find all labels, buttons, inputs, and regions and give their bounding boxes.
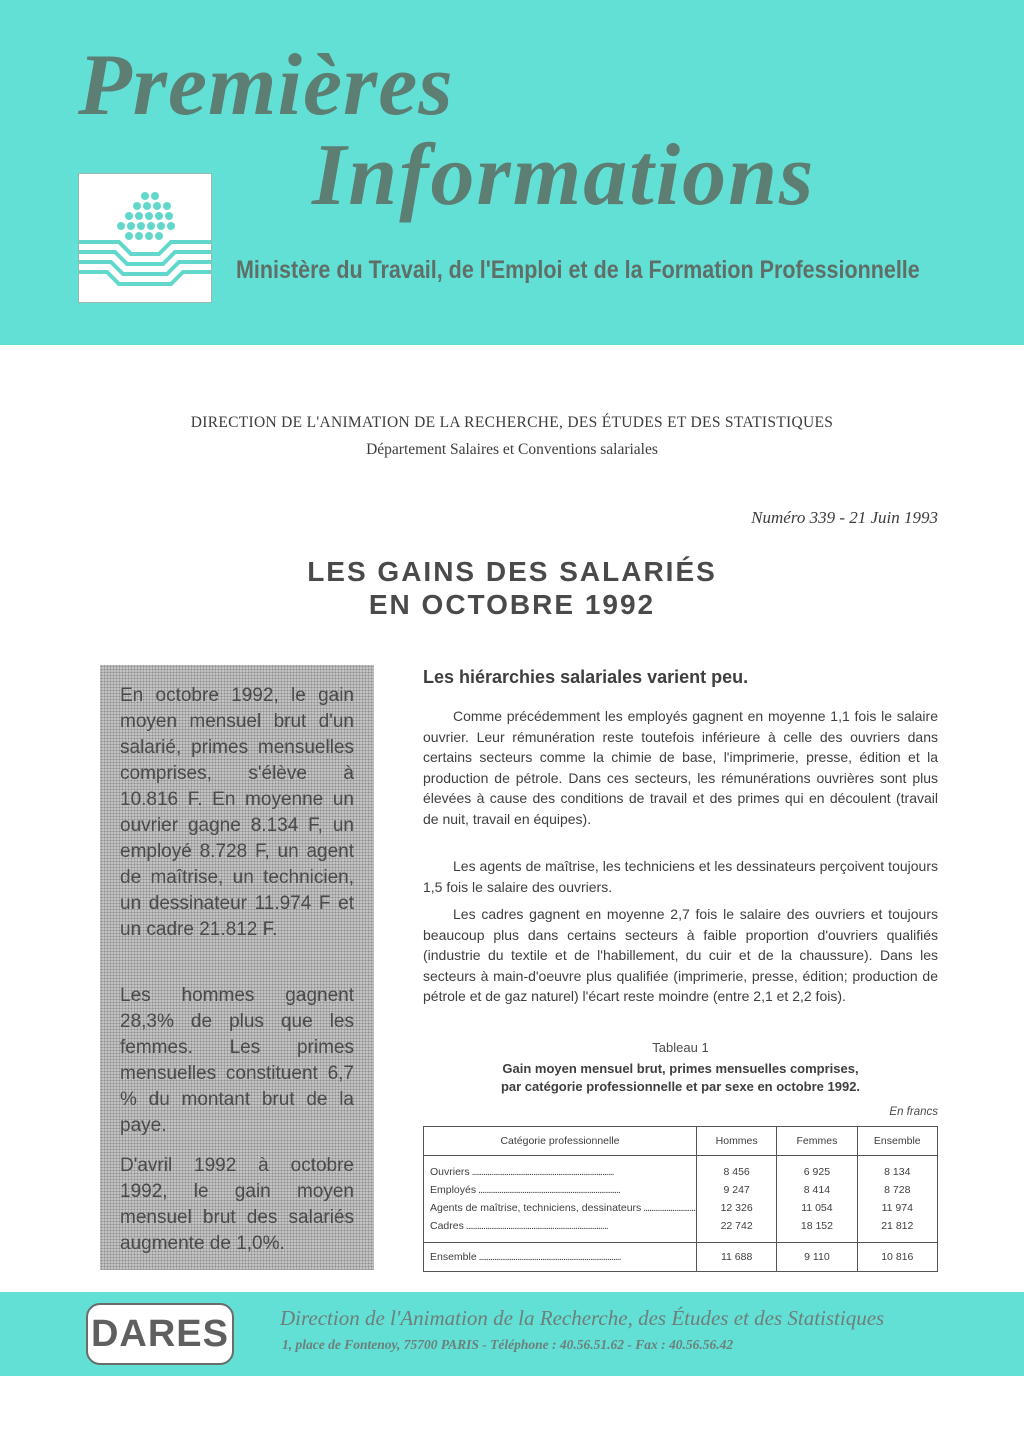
table-header-total: Ensemble: [857, 1127, 937, 1156]
publication-title-line1: Premières: [78, 37, 454, 134]
ministry-logo-icon: [79, 174, 211, 302]
table-cell: 21 812: [857, 1216, 937, 1242]
table-row: [424, 1156, 938, 1182]
department-name: Département Salaires et Conventions salariales: [366, 441, 658, 458]
table-cell: 12 326: [697, 1199, 777, 1216]
table-cell: 8 414: [777, 1182, 857, 1199]
summary-paragraph-2: Les hommes gagnent 28,3% de plus que les femmes. Les primes mensuelles constituent 6,7 % du montant brut de la paye.: [120, 985, 354, 1136]
table-header-men: Hommes: [697, 1127, 777, 1156]
table-unit: En francs: [889, 1106, 938, 1118]
table-row: [424, 1182, 938, 1199]
table-cell: [424, 1156, 697, 1182]
table-cell: 11 688: [697, 1243, 777, 1272]
summary-box: [100, 665, 374, 1270]
table-total-row: [424, 1243, 938, 1272]
body-paragraph-1: Comme précédemment les employés gagnent en moyenne 1,1 fois le salaire ouvrier. Leur rémunération reste toutefois inférieure à celle des ouvriers dans certains secteurs comme la chimie de base, l'imprimerie, presse, édition et la production de pétrole. Dans ces secteurs, les rémunérations ouvrières sont plus élevées à cause des conditions de travail et des primes qui en découlent (travail de nuit, travail en équipes).: [423, 708, 938, 827]
salary-table: [423, 1126, 938, 1272]
category-label: Cadres: [430, 1219, 464, 1232]
body-paragraph-2: Les agents de maîtrise, les techniciens et les dessinateurs perçoivent toujours 1,5 fois le salaire des ouvriers.: [423, 858, 938, 895]
publication-title-line2: Informations: [312, 127, 816, 224]
summary-paragraph-3: D'avril 1992 à octobre 1992, le gain moyen mensuel brut des salariés augmente de 1,0%.: [120, 1155, 354, 1254]
table-cell: 11 054: [777, 1199, 857, 1216]
article-title-line1: LES GAINS DES SALARIÉS: [307, 556, 717, 587]
footer-address: 1, place de Fontenoy, 75700 PARIS - Téléphone : 40.56.51.62 - Fax : 40.56.56.42: [282, 1337, 734, 1352]
ministry-name: Ministère du Travail, de l'Emploi et de la Formation Professionnelle: [236, 256, 920, 284]
issue-number: Numéro 339 - 21 Juin 1993: [751, 508, 938, 527]
table-cell: [424, 1243, 697, 1272]
table-cell: 11 974: [857, 1199, 937, 1216]
table-cell: [424, 1182, 697, 1199]
leader-dots: [477, 1251, 621, 1263]
category-label: Employés: [430, 1184, 477, 1197]
table-cell: [424, 1216, 697, 1242]
footer-organization: Direction de l'Animation de la Recherche, des Études et des Statistiques: [280, 1306, 885, 1330]
direction-name: DIRECTION DE L'ANIMATION DE LA RECHERCHE, DES ÉTUDES ET DES STATISTIQUES: [190, 414, 834, 431]
table-cell: 8 456: [697, 1156, 777, 1182]
table-cell: 9 110: [777, 1243, 857, 1272]
ministry-logo: [78, 173, 212, 303]
table-header-category: Catégorie professionnelle: [424, 1127, 697, 1156]
leader-dots: [641, 1202, 696, 1214]
leader-dots: [476, 1184, 620, 1196]
table-cell: [424, 1199, 697, 1216]
dares-logo: DARES: [86, 1303, 234, 1365]
table-row: [424, 1199, 938, 1216]
table-cell: 10 816: [857, 1243, 937, 1272]
table-caption: Tableau 1: [652, 1040, 709, 1055]
table-cell: 8 728: [857, 1182, 937, 1199]
table-cell: 22 742: [697, 1216, 777, 1242]
table-title-line1: Gain moyen mensuel brut, primes mensuelles comprises,: [502, 1061, 859, 1076]
category-label: Ensemble: [430, 1251, 477, 1263]
body-paragraph-3: Les cadres gagnent en moyenne 2,7 fois le salaire des ouvriers et toujours beaucoup plus dans certains secteurs à faible proportion d'ouvriers qualifiés (industrie du textile et de l'habillement, du cuir et de la chaussure). Dans les secteurs à main-d'oeuvre plus qualifiée (imprimerie, presse, édition; production de pétrole et de gaz naturel) l'écart reste moindre (entre 2,1 et 2,2 fois).: [423, 906, 938, 1004]
table-title: [423, 1060, 938, 1096]
table-cell: 6 925: [777, 1156, 857, 1182]
leader-dots: [470, 1166, 614, 1178]
leader-dots: [464, 1220, 608, 1232]
table-row: [424, 1216, 938, 1242]
category-label: Agents de maîtrise, techniciens, dessinateurs: [430, 1201, 642, 1214]
table-cell: 9 247: [697, 1182, 777, 1199]
table-cell: 8 134: [857, 1156, 937, 1182]
section-heading: Les hiérarchies salariales varient peu.: [423, 667, 749, 687]
summary-paragraph-1: En octobre 1992, le gain moyen mensuel brut d'un salarié, primes mensuelles comprises, s'élève à 10.816 F. En moyenne un ouvrier gagne 8.134 F, un employé 8.728 F, un agent de maîtrise, un technicien, un dessinateur 11.974 F et un cadre 21.812 F.: [120, 685, 354, 940]
table-header-row: [424, 1127, 938, 1156]
table-header-women: Femmes: [777, 1127, 857, 1156]
article-title: [0, 555, 1024, 621]
category-label: Ouvriers: [430, 1166, 470, 1179]
table-cell: 18 152: [777, 1216, 857, 1242]
table-title-line2: par catégorie professionnelle et par sexe en octobre 1992.: [500, 1079, 861, 1094]
article-title-line2: EN OCTOBRE 1992: [368, 589, 656, 620]
